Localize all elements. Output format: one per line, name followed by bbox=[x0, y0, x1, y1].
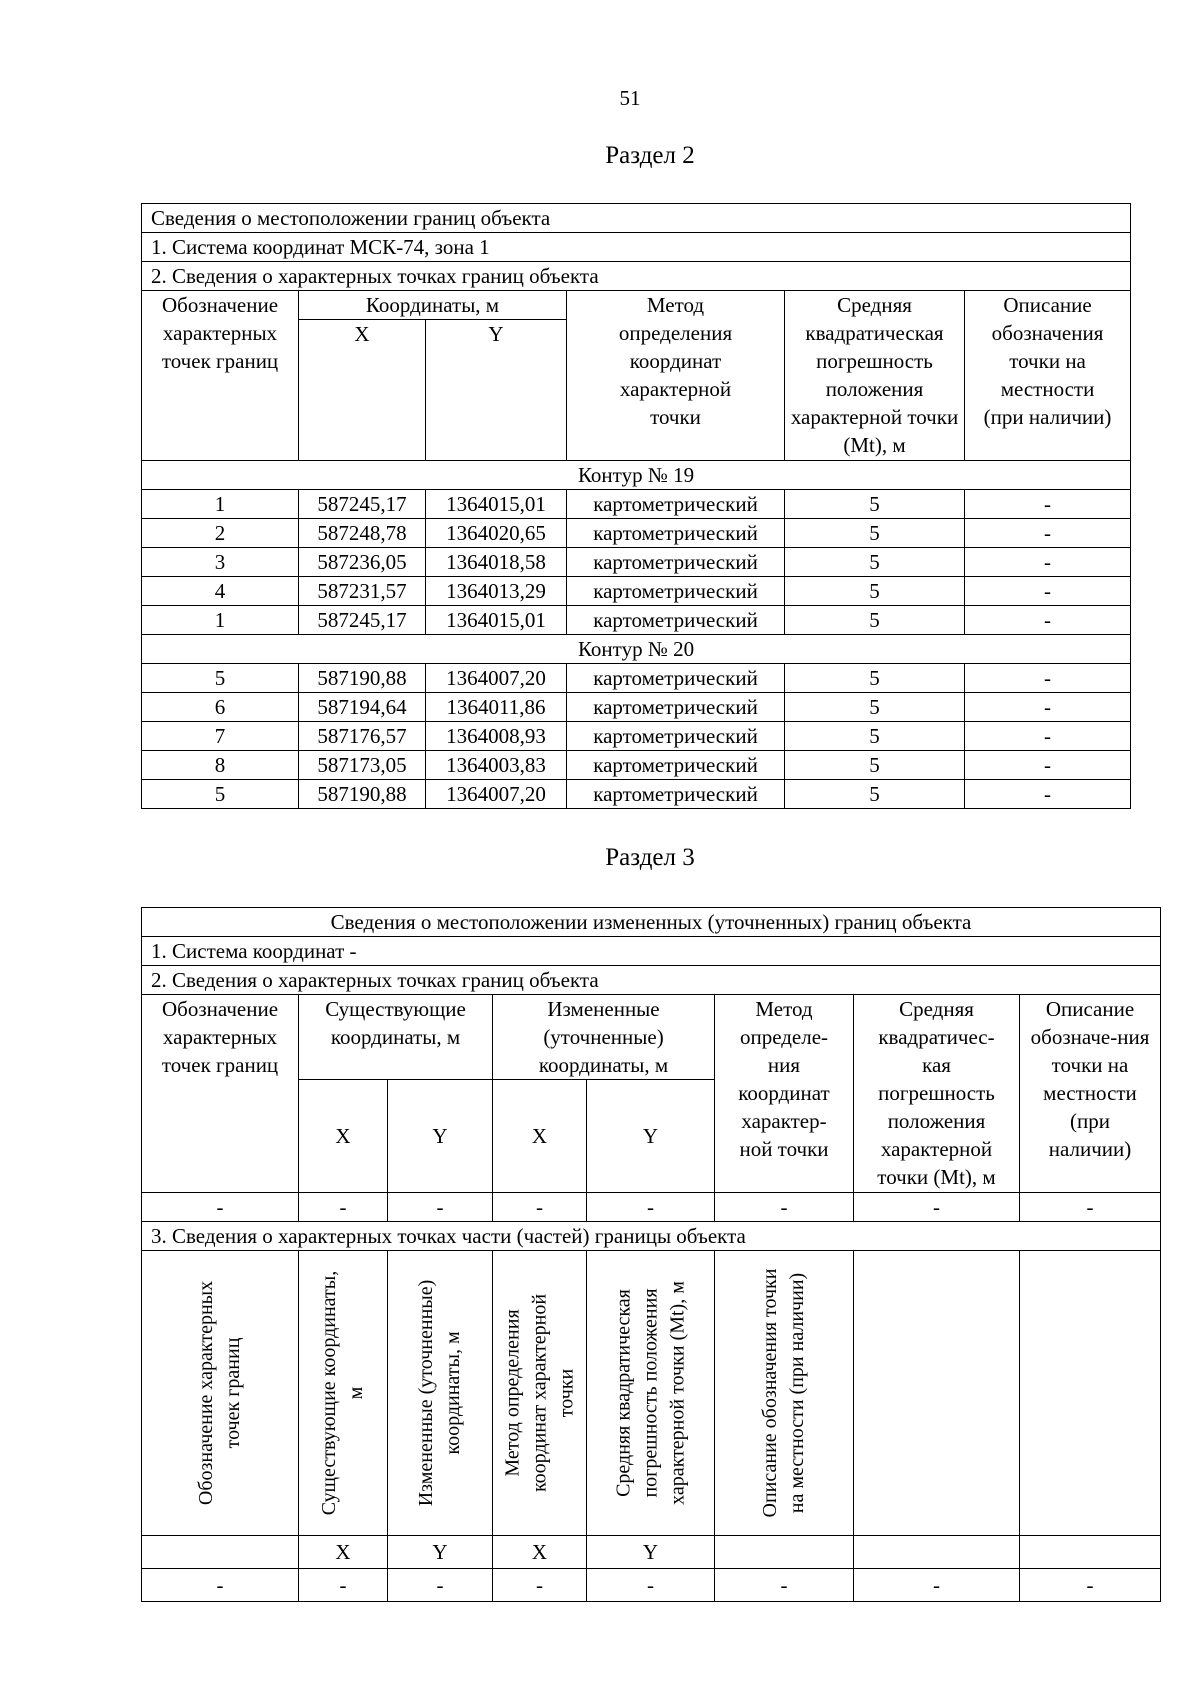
empty-cell: - bbox=[142, 1569, 299, 1602]
col-coordinates: Координаты, м bbox=[299, 291, 567, 320]
empty-cell: - bbox=[854, 1569, 1020, 1602]
rotated-description: Описание обозначения точки на местности (при наличии) bbox=[759, 1268, 808, 1518]
cell-n: 1 bbox=[142, 490, 299, 519]
cell-y: 1364003,83 bbox=[426, 751, 567, 780]
col-changed-x: X bbox=[493, 1080, 587, 1193]
table-row bbox=[142, 780, 1131, 809]
cell-desc: - bbox=[965, 751, 1131, 780]
cell-method: картометрический bbox=[567, 780, 785, 809]
contour-label: Контур № 19 bbox=[142, 461, 1131, 490]
empty-cell bbox=[142, 1536, 299, 1569]
cell-y: 1364020,65 bbox=[426, 519, 567, 548]
empty-cell: - bbox=[587, 1193, 715, 1222]
cell-mt: 5 bbox=[785, 693, 965, 722]
col-description: Описание обозначе-ния точки на местности (при наличии) bbox=[1020, 995, 1161, 1193]
cell-desc: - bbox=[965, 606, 1131, 635]
cell-method: картометрический bbox=[567, 664, 785, 693]
empty-cell: - bbox=[299, 1569, 388, 1602]
table-row bbox=[142, 606, 1131, 635]
cell-desc: - bbox=[965, 780, 1131, 809]
cell-x: 587190,88 bbox=[299, 664, 426, 693]
table-row bbox=[142, 693, 1131, 722]
cell-desc: - bbox=[965, 722, 1131, 751]
empty-cell: - bbox=[299, 1193, 388, 1222]
cell-method: картометрический bbox=[567, 606, 785, 635]
cell-desc: - bbox=[965, 693, 1131, 722]
col-designation: Обозначение характерных точек границ bbox=[142, 995, 299, 1193]
section-2-table bbox=[141, 203, 1131, 809]
cell-y: 1364015,01 bbox=[426, 606, 567, 635]
rotated-method: Метод определения координат характерной точки bbox=[501, 1293, 577, 1493]
col-designation: Обозначение характерных точек границ bbox=[142, 291, 299, 461]
cell-y: 1364013,29 bbox=[426, 577, 567, 606]
empty-cell: - bbox=[388, 1193, 493, 1222]
table-row bbox=[142, 664, 1131, 693]
empty-cell: - bbox=[587, 1569, 715, 1602]
rotated-changed: Измененные (уточненные) координаты, м bbox=[415, 1279, 464, 1507]
cell-y: 1364011,86 bbox=[426, 693, 567, 722]
cell-n: 3 bbox=[142, 548, 299, 577]
rotated-error: Средняя квадратическая погрешность положения характерной точки (Mt), м bbox=[612, 1281, 688, 1505]
table-row bbox=[142, 490, 1131, 519]
table-row bbox=[142, 751, 1131, 780]
col-y: Y bbox=[426, 320, 567, 461]
points-header: 2. Сведения о характерных точках границ объекта bbox=[142, 966, 1161, 995]
cell-n: 1 bbox=[142, 606, 299, 635]
cell-x: 587245,17 bbox=[299, 490, 426, 519]
col-error: Средняя квадратичес-кая погрешность положения характерной точки (Mt), м bbox=[854, 995, 1020, 1193]
col-method: Метод определения координат характерной точки bbox=[567, 291, 785, 461]
contour-label: Контур № 20 bbox=[142, 635, 1131, 664]
coordinate-system: 1. Система координат МСК-74, зона 1 bbox=[142, 233, 1131, 262]
empty-cell bbox=[1020, 1251, 1161, 1536]
empty-cell bbox=[1020, 1536, 1161, 1569]
empty-cell: - bbox=[1020, 1569, 1161, 1602]
cell-x: 587176,57 bbox=[299, 722, 426, 751]
cell-method: картометрический bbox=[567, 751, 785, 780]
table-row bbox=[142, 548, 1131, 577]
cell-mt: 5 bbox=[785, 548, 965, 577]
cell-method: картометрический bbox=[567, 693, 785, 722]
col-existing-x: X bbox=[299, 1080, 388, 1193]
cell-y: 1364007,20 bbox=[426, 664, 567, 693]
cell-n: 5 bbox=[142, 780, 299, 809]
cell-x: 587248,78 bbox=[299, 519, 426, 548]
empty-cell bbox=[854, 1536, 1020, 1569]
coordinate-system: 1. Система координат - bbox=[142, 937, 1161, 966]
cell-method: картометрический bbox=[567, 548, 785, 577]
cell-y: 1364008,93 bbox=[426, 722, 567, 751]
cell-n: 5 bbox=[142, 664, 299, 693]
table-header: Сведения о местоположении измененных (уточненных) границ объекта bbox=[142, 908, 1161, 937]
empty-cell bbox=[854, 1251, 1020, 1536]
cell-x: 587231,57 bbox=[299, 577, 426, 606]
cell-mt: 5 bbox=[785, 780, 965, 809]
cell-mt: 5 bbox=[785, 577, 965, 606]
cell-x: 587194,64 bbox=[299, 693, 426, 722]
cell-mt: 5 bbox=[785, 751, 965, 780]
part3-y: Y bbox=[587, 1536, 715, 1569]
cell-method: картометрический bbox=[567, 577, 785, 606]
empty-cell: - bbox=[493, 1569, 587, 1602]
empty-cell: - bbox=[854, 1193, 1020, 1222]
section-3-title: Раздел 3 bbox=[605, 844, 695, 871]
page-number: 51 bbox=[619, 86, 641, 110]
table-row bbox=[142, 722, 1131, 751]
col-x: X bbox=[299, 320, 426, 461]
empty-cell: - bbox=[715, 1569, 854, 1602]
cell-x: 587245,17 bbox=[299, 606, 426, 635]
cell-desc: - bbox=[965, 519, 1131, 548]
col-method: Метод определе-ния координат характер-ной точки bbox=[715, 995, 854, 1193]
cell-mt: 5 bbox=[785, 519, 965, 548]
part3-y: Y bbox=[388, 1536, 493, 1569]
cell-x: 587236,05 bbox=[299, 548, 426, 577]
cell-y: 1364015,01 bbox=[426, 490, 567, 519]
cell-method: картометрический bbox=[567, 722, 785, 751]
section-2-title: Раздел 2 bbox=[605, 142, 695, 169]
cell-method: картометрический bbox=[567, 519, 785, 548]
cell-method: картометрический bbox=[567, 490, 785, 519]
cell-n: 7 bbox=[142, 722, 299, 751]
cell-n: 8 bbox=[142, 751, 299, 780]
cell-desc: - bbox=[965, 490, 1131, 519]
cell-mt: 5 bbox=[785, 490, 965, 519]
cell-y: 1364007,20 bbox=[426, 780, 567, 809]
cell-y: 1364018,58 bbox=[426, 548, 567, 577]
col-description: Описание обозначения точки на местности (при наличии) bbox=[965, 291, 1131, 461]
rotated-existing: Существующие координаты, м bbox=[318, 1270, 367, 1516]
cell-x: 587173,05 bbox=[299, 751, 426, 780]
section-3-table bbox=[141, 907, 1161, 1602]
empty-cell: - bbox=[142, 1193, 299, 1222]
cell-desc: - bbox=[965, 577, 1131, 606]
rotated-designation: Обозначение характерных точек границ bbox=[195, 1280, 244, 1506]
part3-header: 3. Сведения о характерных точках части (частей) границы объекта bbox=[142, 1222, 1161, 1251]
cell-n: 4 bbox=[142, 577, 299, 606]
part3-x: X bbox=[493, 1536, 587, 1569]
cell-mt: 5 bbox=[785, 664, 965, 693]
empty-cell: - bbox=[715, 1193, 854, 1222]
col-changed: Измененные (уточненные) координаты, м bbox=[493, 995, 715, 1080]
cell-n: 2 bbox=[142, 519, 299, 548]
cell-mt: 5 bbox=[785, 606, 965, 635]
part3-x: X bbox=[299, 1536, 388, 1569]
cell-n: 6 bbox=[142, 693, 299, 722]
empty-cell bbox=[715, 1536, 854, 1569]
points-header: 2. Сведения о характерных точках границ объекта bbox=[142, 262, 1131, 291]
empty-cell: - bbox=[493, 1193, 587, 1222]
cell-desc: - bbox=[965, 548, 1131, 577]
col-existing-y: Y bbox=[388, 1080, 493, 1193]
col-error: Средняя квадратическая погрешность положения характерной точки (Mt), м bbox=[785, 291, 965, 461]
cell-mt: 5 bbox=[785, 722, 965, 751]
cell-desc: - bbox=[965, 664, 1131, 693]
col-changed-y: Y bbox=[587, 1080, 715, 1193]
col-existing: Существующие координаты, м bbox=[299, 995, 493, 1080]
empty-cell: - bbox=[1020, 1193, 1161, 1222]
table-row bbox=[142, 519, 1131, 548]
table-row bbox=[142, 577, 1131, 606]
cell-x: 587190,88 bbox=[299, 780, 426, 809]
table-header: Сведения о местоположении границ объекта bbox=[142, 204, 1131, 233]
empty-cell: - bbox=[388, 1569, 493, 1602]
